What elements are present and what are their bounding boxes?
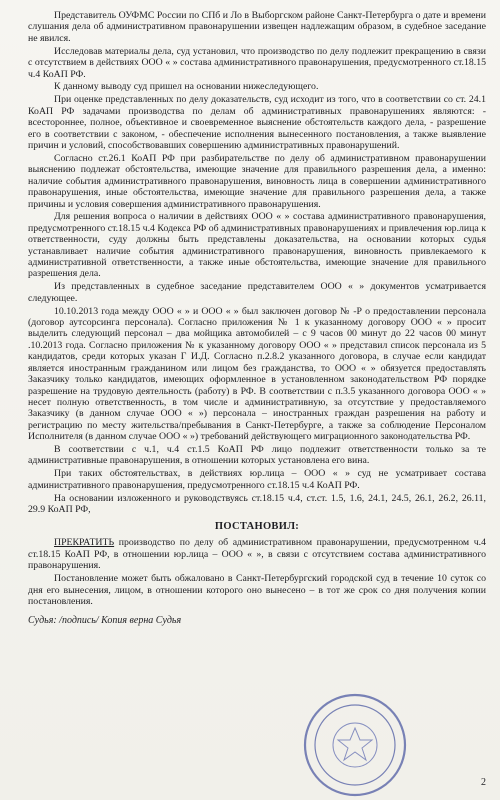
paragraph-guilt: В соответствии с ч.1, ч.4 ст.1.5 КоАП РФ лицо подлежит ответственности только за те административные правонарушения, в отношении которых установлена его вина. [28,444,486,467]
ruling-keyword: ПРЕКРАТИТЬ [54,537,115,549]
paragraph-legal-basis: На основании изложенного и руководствуясь ст.18.15 ч.4, ст.ст. 1.5, 1.6, 24.1, 24.5, 26.1, 26.2, 26.11, 29.9 КоАП РФ, [28,492,486,516]
paragraph-conclusion-basis: К данному выводу суд пришел на основании нижеследующего. [54,81,319,93]
ruling-text: производство по делу об административном правонарушении, предусмотренном ч.4 ст.18.15 КоАП РФ, в отношении юр.лица – ООО « », в связи с отсутствием состава административного правонарушения. [28,537,486,572]
court-stamp-icon [300,690,410,800]
paragraph-appeal: Постановление может быть обжаловано в Санкт-Петербургский городской суд в течение 10 суток со дня его вынесения, лицом, в отношении которого оно вынесено – в тот же срок со дня получения копии постановления. [28,573,486,607]
paragraph-circumstances: При таких обстоятельствах, в действиях юр.лица – ООО « » суд не усматривает состава административного правонарушения, предусмотренного ст.18.15 ч.4 КоАП РФ. [28,468,486,491]
paragraph-ruling [28,537,486,571]
signature-line: Судья: /подпись/ Копия верна Судья [28,615,182,627]
paragraph-representative: Представитель ОУФМС России по СПб и Ло в Выборгском районе Санкт-Петербурга о дате и времени слушания дела об административном правонарушении извещен надлежащим образом, в судебное заседание не явился. [28,10,486,44]
paragraph-contract: 10.10.2013 года между ООО « » и ООО « » был заключен договор № -Р о предоставлении персонала (договор аутсорсинга персонала). Согласно приложения № 1 к указанному договору ООО « » просит выделить следующий персонал – два мойщика автомобилей – с 9 часов 00 минут до 22 часов 00 минут .10.2013 года. Согласно приложения № к указанному договору ООО « » представил список персонала из 5 кандидатов, среди которых указан Г И.Д. Согласно п.2.8.2 указанного договора, в случае если кандидат является иностранным гражданином или лицом без гражданства, то ООО « » обязуется предоставлять Заказчику только кандидатов, имеющих оформленное в установленном законодательством РФ порядке разрешение на трудовую деятельность (работу) в РФ. В соответствии с п.3.5 указанного договора ООО « » несет полную ответственность, в том числе и административную, за отсутствие у предоставляемого Заказчику (в данном случае ООО « ») персонала – иностранных граждан разрешения на работу и регистрацию по месту жительства/пребывания в Санкт-Петербурге, а также за соблюдение Персоналом Исполнителя (в данном случае ООО « ») требований действующего миграционного законодательства РФ. [28,305,486,443]
paragraph-decision-question: Для решения вопроса о наличии в действиях ООО « » состава административного правонарушения, предусмотренного ст.18.15 ч.4 Кодекса РФ об административных правонарушениях и привлечения юр.лица к ответственности, суду должны быть представлены доказательства, на основании которых судья устанавливает наличие события административного правонарушения, виновность привлекаемого к административной ответственности, а также иные обстоятельства, имеющие значение для правильного разрешения дела. [28,211,486,280]
paragraph-evidence-evaluation: При оценке представленных по делу доказательств, суд исходит из того, что в соответствии со ст. 24.1 КоАП РФ задачами производства по делам об административных правонарушениях являются: - всестороннее, полное, объективное и своевременное выяснение обстоятельств каждого дела, - разрешение его в соответствии с законом, - обеспечение исполнения вынесенного постановления, а также выявление причин и условий, способствовавших совершению административных правонарушений. [28,94,486,151]
paragraph-documents: Из представленных в судебное заседание представителем ООО « » документов усматривается следующее. [28,281,486,304]
paragraph-court-established: Исследовав материалы дела, суд установил, что производство по делу подлежит прекращению в связи с отсутствием в действиях ООО « » состава административного правонарушения, предусмотренного ст.18.15 ч.4 КоАП РФ. [28,45,486,80]
paragraph-article-26-1: Согласно ст.26.1 КоАП РФ при разбирательстве по делу об административном правонарушении выяснению подлежат обстоятельства, имеющие значение для правильного разрешения дела, а именно: наличие события административного правонарушения, виновность лица в совершении административного правонарушения, иные обстоятельства, имеющие значение для правильного разрешения дела, а также причины и условия совершения административного правонарушения. [28,152,486,210]
ruling-heading: ПОСТАНОВИЛ: [214,521,300,533]
page-number: 2 [481,777,486,788]
